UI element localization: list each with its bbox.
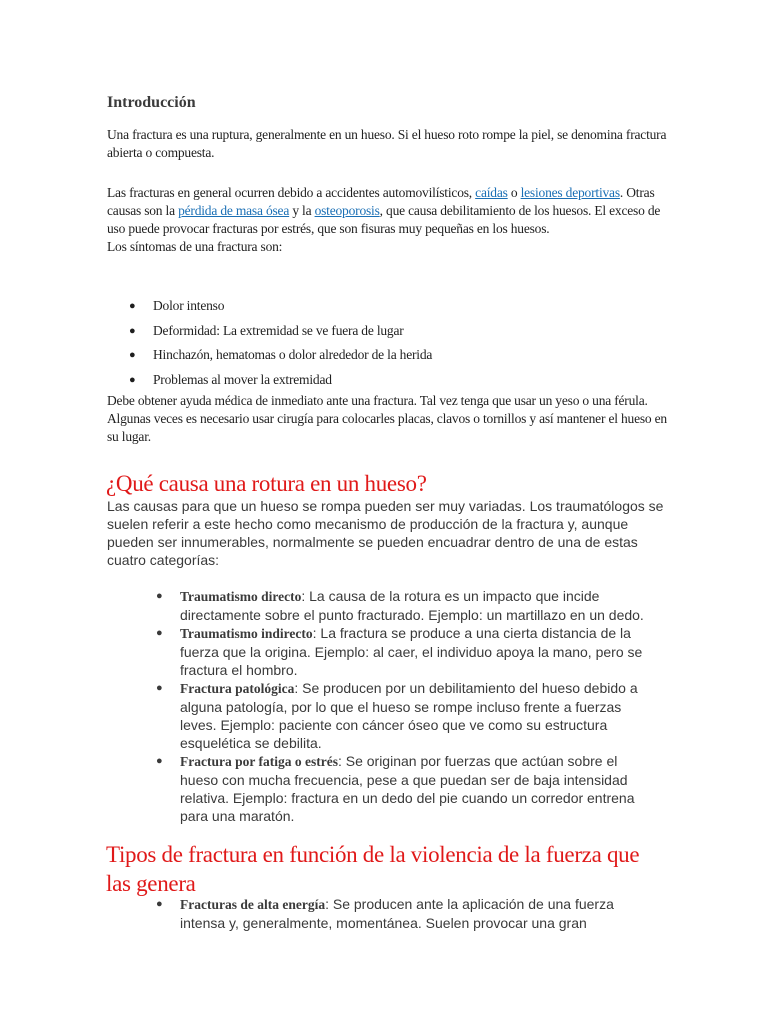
- bullet-icon: ●: [156, 682, 163, 694]
- bullet-icon: ●: [156, 755, 163, 767]
- list-item: [150, 587, 658, 624]
- link-osteoporosis[interactable]: osteoporosis: [314, 203, 380, 218]
- text-segment: y la: [289, 203, 315, 218]
- list-item: [150, 752, 658, 825]
- causes-intro-paragraph: Las causas para que un hueso se rompa pueden ser muy variadas. Los traumatólogos se suelen referir a este hecho como mecanismo de producción de la fractura y, aunque pueden ser innumerables, normalmente se pueden encuadrar dentro de una de estas cuatro categorías:: [107, 498, 664, 568]
- list-item: [150, 624, 658, 679]
- list-item: [107, 322, 432, 347]
- cause-term: Fractura patológica: [180, 681, 295, 696]
- cause-term: Traumatismo directo: [180, 589, 302, 604]
- tipo-text: : Se producen ante la aplicación de una fuerza intensa y, generalmente, momentánea. Suelen provocar una gran: [180, 896, 614, 931]
- cause-text: : La fractura se produce a una cierta distancia de la fuerza que la origina. Ejemplo: al caer, el individuo apoya la mano, pero se fractura el hombro.: [180, 625, 643, 678]
- bullet-icon: ●: [156, 590, 163, 602]
- list-item: [150, 679, 658, 752]
- bullet-icon: ●: [129, 349, 136, 361]
- symptom-text: Hinchazón, hematomas o dolor alrededor de la herida: [153, 347, 433, 362]
- cause-term: Fractura por fatiga o estrés: [180, 754, 338, 769]
- bullet-icon: ●: [129, 373, 136, 386]
- causes-list: [150, 587, 658, 825]
- section-heading-causes: ¿Qué causa una rotura en un hueso?: [106, 471, 427, 496]
- text-segment: . Otras causas son la: [107, 185, 655, 218]
- symptom-text: Problemas al mover la extremidad: [153, 371, 332, 387]
- cause-text: : La causa de la rotura es un impacto que incide directamente sobre el punto fracturado. Ejemplo: un martillazo en un dedo.: [180, 588, 644, 623]
- symptoms-list: [107, 297, 432, 395]
- list-item: [107, 346, 432, 371]
- symptom-text: Dolor intenso: [153, 298, 225, 313]
- symptoms-intro: Los síntomas de una fractura son:: [107, 239, 283, 254]
- bullet-icon: ●: [129, 300, 136, 312]
- tipos-list: [150, 895, 658, 932]
- bullet-icon: ●: [156, 627, 163, 639]
- text-segment: o: [507, 185, 521, 200]
- bullet-icon: ●: [156, 898, 163, 910]
- intro-paragraph-definition: Una fractura es una ruptura, generalmente en un hueso. Si el hueso roto rompe la piel, se denomina fractura abierta o compuesta.: [107, 127, 667, 160]
- section-heading-tipos: Tipos de fractura en función de la violencia de la fuerza que las genera: [106, 842, 640, 896]
- list-item: [107, 297, 432, 322]
- text-segment: , que causa debilitamiento de los huesos. El exceso de uso puede provocar fracturas por estrés, que son fisuras muy pequeñas en los huesos.: [107, 203, 661, 236]
- intro-paragraph-causes: [107, 184, 667, 256]
- link-lesiones-deportivas[interactable]: lesiones deportivas: [520, 185, 620, 200]
- cause-text: : Se originan por fuerzas que actúan sobre el hueso con mucha frecuencia, pese a que puedan ser de baja intensidad relativa. Ejemplo: fractura en un dedo del pie cuando un corredor entrena para una maratón.: [180, 753, 635, 824]
- tipo-term: Fracturas de alta energía: [180, 897, 326, 912]
- intro-heading: Introducción: [107, 94, 196, 111]
- intro-paragraph-treatment: Debe obtener ayuda médica de inmediato ante una fractura. Tal vez tenga que usar un yeso o una férula. Algunas veces es necesario usar cirugía para colocarles placas, clavos o tornillos y así mantener el hueso en su lugar.: [107, 393, 667, 444]
- cause-text: : Se producen por un debilitamiento del hueso debido a alguna patología, por lo que el hueso se rompe incluso frente a fuerzas leves. Ejemplo: paciente con cáncer óseo que ve como su estructura esquelética se debilita.: [180, 680, 638, 751]
- link-caidas[interactable]: caídas: [475, 185, 508, 200]
- cause-term: Traumatismo indirecto: [180, 626, 313, 641]
- text-segment: Las fracturas en general ocurren debido a accidentes automovilísticos,: [107, 185, 476, 200]
- list-item: [150, 895, 658, 932]
- symptom-text: Deformidad: La extremidad se ve fuera de lugar: [153, 322, 404, 338]
- link-perdida-masa-osea[interactable]: pérdida de masa ósea: [178, 203, 290, 218]
- bullet-icon: ●: [129, 324, 136, 337]
